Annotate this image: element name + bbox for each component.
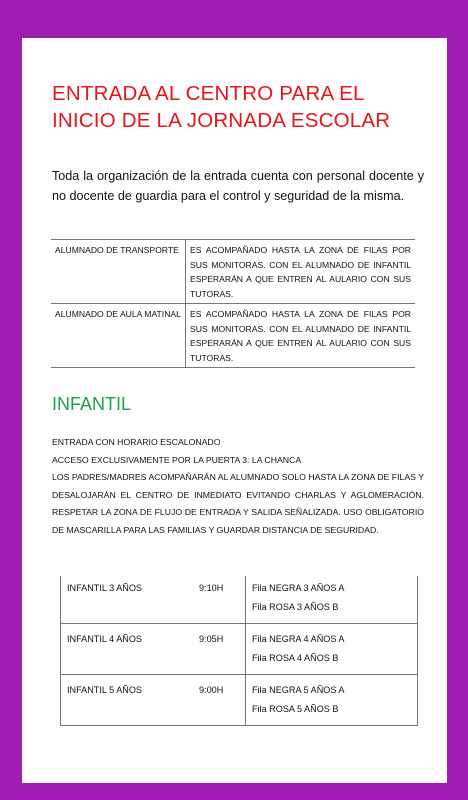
table-row xyxy=(61,624,418,675)
row-label: Fila NEGRA 3 AÑOS A xyxy=(252,583,345,593)
row-label: Fila NEGRA 4 AÑOS A xyxy=(252,634,345,644)
schedule-table xyxy=(60,576,418,726)
row-label: Fila ROSA 3 AÑOS B xyxy=(252,602,339,612)
group-cell: INFANTIL 5 AÑOS xyxy=(61,675,194,726)
rows-cell xyxy=(246,576,418,624)
time-cell: 9:05H xyxy=(193,624,246,675)
table-row xyxy=(51,240,415,304)
time-cell: 9:10H xyxy=(193,576,246,624)
rows-cell xyxy=(246,624,418,675)
time-cell: 9:00H xyxy=(193,675,246,726)
row-label: Fila ROSA 4 AÑOS B xyxy=(252,653,339,663)
group-cell: ALUMNADO DE AULA MATINAL xyxy=(51,304,186,368)
table-row xyxy=(61,675,418,726)
row-label: Fila ROSA 5 AÑOS B xyxy=(252,704,339,714)
entry-notes xyxy=(52,434,424,539)
note-line: ACCESO EXCLUSIVAMENTE POR LA PUERTA 3: LA CHANCA xyxy=(52,454,302,465)
group-cell: ALUMNADO DE TRANSPORTE xyxy=(51,240,186,304)
intro-paragraph: Toda la organización de la entrada cuenta con personal docente y no docente de guardia para el control y seguridad de la misma. xyxy=(52,169,424,203)
group-cell: INFANTIL 3 AÑOS xyxy=(61,576,194,624)
page-title: ENTRADA AL CENTRO PARA EL INICIO DE LA JORNADA ESCOLAR xyxy=(52,82,391,132)
section-title-infantil: INFANTIL xyxy=(52,394,132,414)
rows-cell xyxy=(246,675,418,726)
table-row xyxy=(61,576,418,624)
table-row xyxy=(51,304,415,368)
row-label: Fila NEGRA 5 AÑOS A xyxy=(252,685,345,695)
group-cell: INFANTIL 4 AÑOS xyxy=(61,624,194,675)
document-page xyxy=(22,38,447,783)
note-line: ENTRADA CON HORARIO ESCALONADO xyxy=(52,437,221,447)
note-paragraph: LOS PADRES/MADRES ACOMPAÑARÁN AL ALUMNADO SOLO HASTA LA ZONA DE FILAS Y DESALOJARÁN EL CENTRO DE INMEDIATO EVITANDO CHARLAS Y AGLOMERACIÓN. RESPETAR LA ZONA DE FLUJO DE ENTRADA Y SALIDA SEÑALIZADA. USO OBLIGATORIO DE MASCARILLA PARA LAS FAMILIAS Y GUARDAR DISTANCIA DE SEGURIDAD. xyxy=(52,472,424,535)
description-cell: ES ACOMPAÑADO HASTA LA ZONA DE FILAS POR SUS MONITORAS. CON EL ALUMNADO DE INFANTIL ESPERARÁN A QUE ENTREN AL AULARIO CON SUS TUTORAS. xyxy=(186,304,416,368)
description-cell: ES ACOMPAÑADO HASTA LA ZONA DE FILAS POR SUS MONITORAS. CON EL ALUMNADO DE INFANTIL ESPERARÁN A QUE ENTREN AL AULARIO CON SUS TUTORAS. xyxy=(186,240,416,304)
transport-table xyxy=(51,239,415,368)
